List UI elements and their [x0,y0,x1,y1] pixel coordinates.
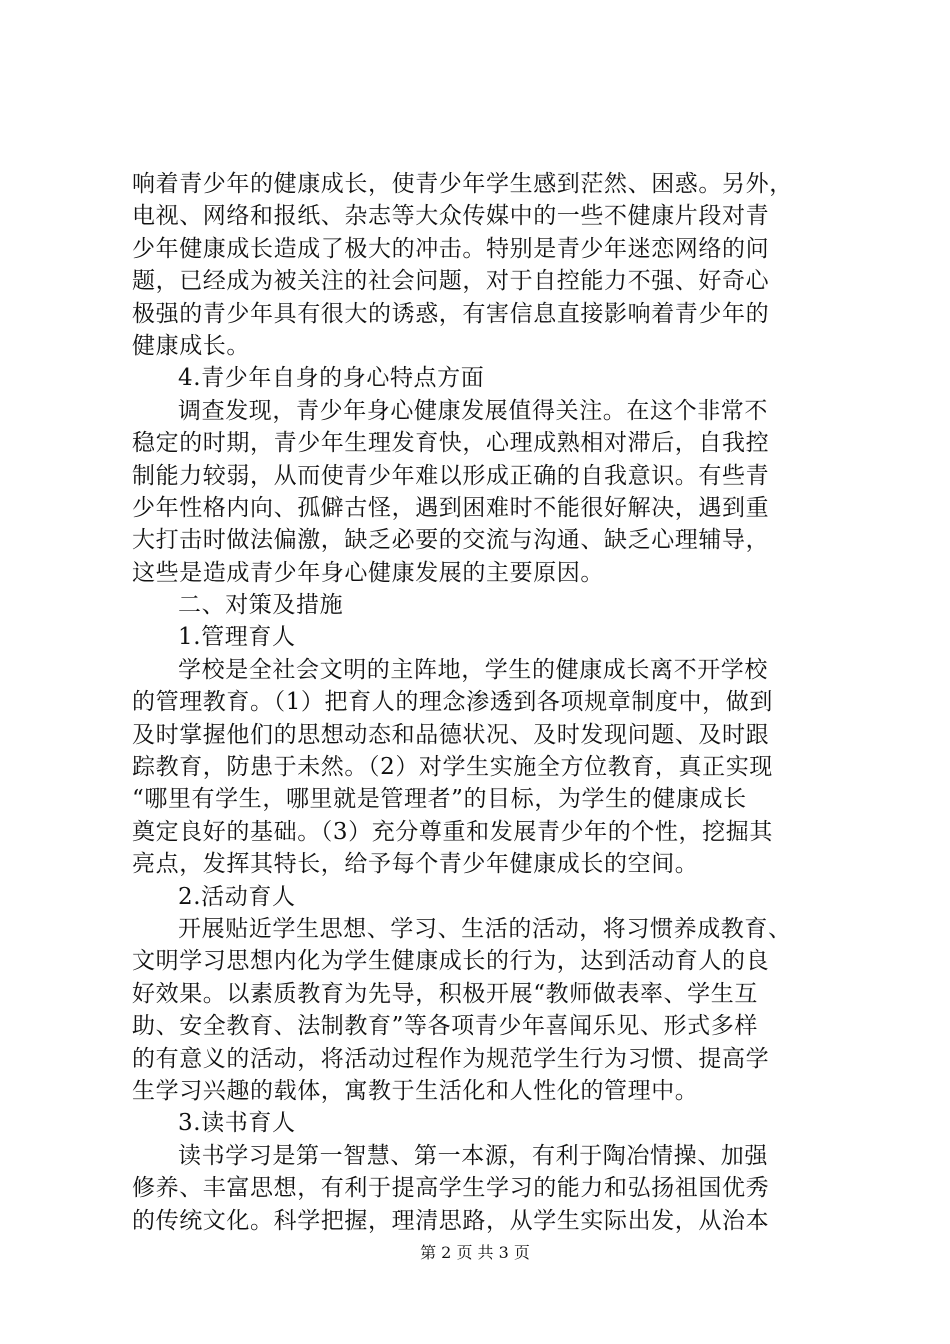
text-line: 电视、网络和报纸、杂志等大众传媒中的一些不健康片段对青 [132,203,770,230]
text-line: 的有意义的活动，将活动过程作为规范学生行为习惯、提高学 [132,1045,770,1072]
text-line: 这些是造成青少年身心健康发展的主要原因。 [132,559,604,586]
text-line: 开展贴近学生思想、学习、生活的活动，将习惯养成教育、 [178,915,792,942]
text-line: 极强的青少年具有很大的诱惑，有害信息直接影响着青少年的 [132,300,770,327]
section-heading: 1.管理育人 [178,624,296,651]
section-heading: 2.活动育人 [178,883,296,910]
text-line: 文明学习思想内化为学生健康成长的行为，达到活动育人的良 [132,948,770,975]
text-line: 响着青少年的健康成长，使青少年学生感到茫然、困惑。另外， [132,171,793,197]
section-heading: 3.读书育人 [178,1110,296,1137]
text-line: 健康成长。 [132,332,250,359]
section-heading: 4.青少年自身的身心特点方面 [178,365,485,392]
text-line: 大打击时做法偏激，缺乏必要的交流与沟通、缺乏心理辅导， [132,527,770,554]
text-line: 生学习兴趣的载体，寓教于生活化和人性化的管理中。 [132,1077,699,1104]
text-line: 制能力较弱，从而使青少年难以形成正确的自我意识。有些青 [132,462,770,489]
text-line: 题，已经成为被关注的社会问题，对于自控能力不强、好奇心 [132,268,770,295]
text-line: 奠定良好的基础。（3）充分尊重和发展青少年的个性，挖掘其 [132,818,773,845]
page-footer [0,1243,950,1263]
text-line: 学校是全社会文明的主阵地，学生的健康成长离不开学校 [178,656,768,683]
text-line: 的传统文化。科学把握，理清思路，从学生实际出发，从治本 [132,1207,770,1234]
text-line: 少年健康成长造成了极大的冲击。特别是青少年迷恋网络的问 [132,235,770,262]
text-line: 调查发现，青少年身心健康发展值得关注。在这个非常不 [178,397,768,424]
text-line: 少年性格内向、孤僻古怪，遇到困难时不能很好解决，遇到重 [132,494,770,521]
text-line: 及时掌握他们的思想动态和品德状况、及时发现问题、及时跟 [132,721,770,748]
body-text [132,168,827,1237]
text-line: 的管理教育。（1）把育人的理念渗透到各项规章制度中，做到 [132,689,773,716]
text-line: 助、安全教育、法制教育”等各项青少年喜闻乐见、形式多样 [132,1013,758,1040]
text-line: 亮点，发挥其特长，给予每个青少年健康成长的空间。 [132,851,699,878]
text-line: 读书学习是第一智慧、第一本源，有利于陶冶情操、加强 [178,1142,768,1169]
text-line: 好效果。以素质教育为先导，积极开展“教师做表率、学生互 [132,980,758,1007]
section-heading: 二、对策及措施 [178,592,344,619]
text-line: 稳定的时期，青少年生理发育快，心理成熟相对滞后，自我控 [132,430,770,457]
text-line: “哪里有学生，哪里就是管理者”的目标，为学生的健康成长 [132,786,747,813]
page-number: 第 2 页 共 3 页 [420,1243,530,1262]
text-line: 踪教育，防患于未然。（2）对学生实施全方位教育，真正实现 [132,754,773,781]
text-line: 修养、丰富思想，有利于提高学生学习的能力和弘扬祖国优秀 [132,1175,770,1202]
